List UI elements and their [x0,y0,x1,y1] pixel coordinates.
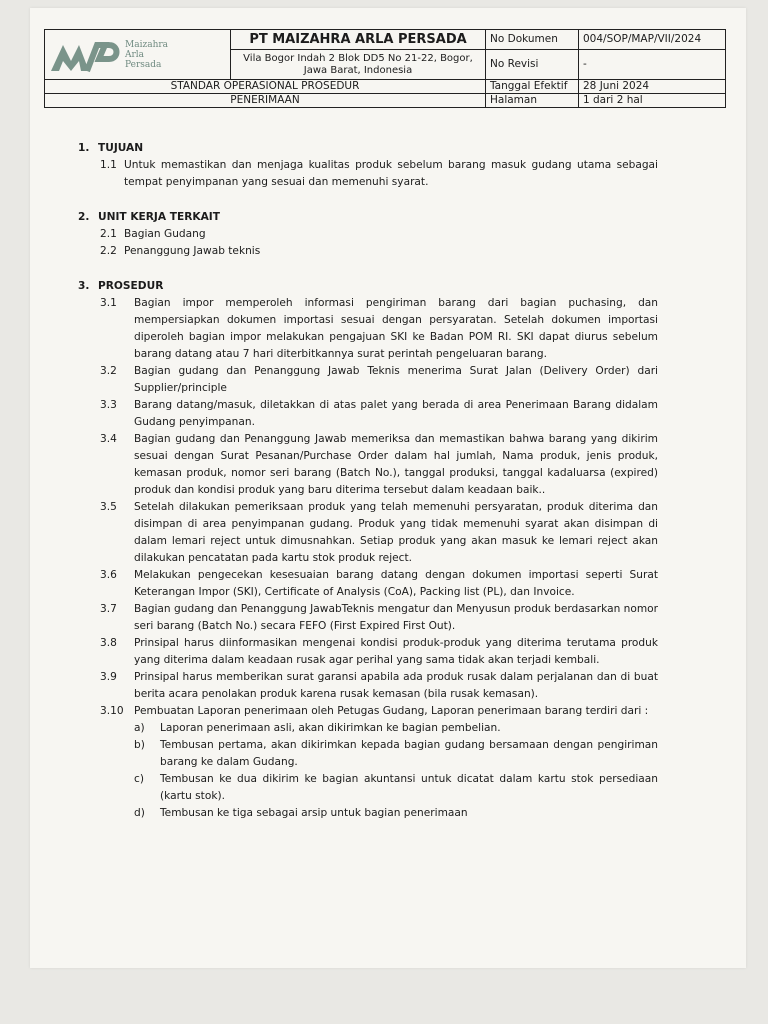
field-label: No Dokumen [486,30,579,50]
section-number: 3. [78,280,90,292]
list-item [78,601,658,635]
section-title: UNIT KERJA TERKAIT [98,211,220,223]
list-item [78,397,658,431]
document-body [78,140,658,822]
item-text: Pembuatan Laporan penerimaan oleh Petugas Gudang, Laporan penerimaan barang terdiri dari : [134,705,649,717]
list-item [78,669,658,703]
sub-item-text: Tembusan ke tiga sebagai arsip untuk bagian penerimaan [160,807,468,819]
list-item [78,499,658,567]
item-text: Setelah dilakukan pemeriksaan produk yang telah memenuhi persyaratan, produk diterima dan disimpan di area penyimpanan gudang. Produk yang tidak memenuhi syarat akan disimpan di dalam lemari reject untuk dimusnahkan. Setiap produk yang akan masuk ke lemari reject akan dilakukan pencatatan pada kartu stok produk reject. [134,501,658,564]
section-title: PROSEDUR [98,280,164,292]
document-type: STANDAR OPERASIONAL PROSEDUR [45,80,486,94]
company-address: Vila Bogor Indah 2 Blok DD5 No 21-22, Bogor, Jawa Barat, Indonesia [231,50,486,80]
sub-item-letter: b) [134,739,145,751]
item-text: Bagian Gudang [124,228,206,240]
sub-item-letter: d) [134,807,145,819]
logo-text-line: Arla [125,49,145,60]
company-logo-icon [49,35,121,75]
sub-item-letter: a) [134,722,145,734]
sub-item-text: Tembusan pertama, akan dikirimkan kepada bagian gudang bersamaan dengan pengiriman barang ke dalam Gudang. [160,739,658,768]
section-heading [78,140,658,157]
field-label: Tanggal Efektif [486,80,579,94]
item-text: Bagian gudang dan Penanggung Jawab Teknis menerima Surat Jalan (Delivery Order) dari Supplier/principle [134,365,658,394]
document-title: PENERIMAAN [45,94,486,108]
item-text: Penanggung Jawab teknis [124,245,261,257]
item-text: Melakukan pengecekan kesesuaian barang datang dengan dokumen importasi seperti Surat Keterangan Impor (SKI), Certificate of Analysis (CoA), Packing list (PL), dan Invoice. [134,569,658,598]
logo-cell [45,30,231,80]
item-number: 2.2 [100,245,117,257]
item-number: 3.1 [100,297,117,309]
sub-list-item [134,805,658,822]
list-item [78,703,658,720]
section-tujuan [78,140,658,191]
field-value: 1 dari 2 hal [579,94,726,108]
sub-item-text: Tembusan ke dua dikirim ke bagian akuntansi untuk dicatat dalam kartu stok persediaan (kartu stok). [160,773,658,802]
item-number: 3.4 [100,433,117,445]
company-name: PT MAIZAHRA ARLA PERSADA [231,30,486,50]
item-number: 3.8 [100,637,117,649]
list-item [78,635,658,669]
logo-text [125,40,168,70]
section-number: 2. [78,211,90,223]
field-value: 28 Juni 2024 [579,80,726,94]
section-title: TUJUAN [98,142,144,154]
item-text: Barang datang/masuk, diletakkan di atas palet yang berada di area Penerimaan Barang didalam Gudang penyimpanan. [134,399,658,428]
field-value: - [579,50,726,80]
item-number: 3.6 [100,569,117,581]
item-text: Bagian gudang dan Penanggung JawabTeknis mengatur dan Menyusun produk berdasarkan nomor seri barang (Batch No.) secara FEFO (First Expired First Out). [134,603,659,632]
item-number: 1.1 [100,159,117,171]
sub-list-item [134,737,658,771]
field-label: Halaman [486,94,579,108]
item-text: Prinsipal harus memberikan surat garansi apabila ada produk rusak dalam perjalanan dan di buat berita acara penolakan produk karena rusak kemasan (bila rusak kemasan). [134,671,658,700]
list-item [78,363,658,397]
list-item [78,157,658,191]
sub-item-text: Laporan penerimaan asli, akan dikirimkan ke bagian pembelian. [160,722,501,734]
item-number: 3.5 [100,501,117,513]
section-heading [78,278,658,295]
list-item [78,295,658,363]
item-number: 3.3 [100,399,117,411]
section-heading [78,209,658,226]
field-value: 004/SOP/MAP/VII/2024 [579,30,726,50]
item-text: Bagian impor memperoleh informasi pengiriman barang dari bagian puchasing, dan mempersiapkan dokumen importasi sesuai dengan persyaratan. Setelah dokumen importasi diperoleh bagian impor melakukan pengajuan SKI ke Badan POM RI. SKI dapat diurus sebelum barang datang atau 7 hari diterbitkannya surat perintah pengeluaran barang. [134,297,658,360]
document-header-table [44,29,726,108]
item-number: 3.10 [100,705,124,717]
item-number: 2.1 [100,228,117,240]
sub-item-letter: c) [134,773,144,785]
list-item [78,226,658,243]
sub-list-item [134,771,658,805]
section-unit-kerja [78,209,658,260]
field-label: No Revisi [486,50,579,80]
item-text: Untuk memastikan dan menjaga kualitas produk sebelum barang masuk gudang utama sebagai tempat penyimpanan yang sesuai dan memenuhi syarat. [124,159,658,188]
list-item [78,243,658,260]
list-item [78,567,658,601]
item-number: 3.7 [100,603,117,615]
item-number: 3.2 [100,365,117,377]
section-prosedur [78,278,658,822]
item-number: 3.9 [100,671,117,683]
logo-text-line: Maizahra [125,39,169,50]
logo-text-line: Persada [125,59,162,70]
sub-list-item [134,720,658,737]
section-number: 1. [78,142,90,154]
list-item [78,431,658,499]
item-text: Prinsipal harus diinformasikan mengenai kondisi produk-produk yang diterima terutama produk yang diterima dalam keadaan rusak agar perihal yang sama tidak akan terjadi kembali. [134,637,658,666]
item-text: Bagian gudang dan Penanggung Jawab memeriksa dan memastikan bahwa barang yang dikirim sesuai dengan Surat Pesanan/Purchase Order dalam hal jumlah, Nama produk, jenis produk, kemasan produk, nomor seri barang (Batch No.), tanggal produksi, tanggal kadaluarsa (expired) produk dan kondisi produk yang baru diterima tersebut dalam keadaan baik.. [134,433,658,496]
